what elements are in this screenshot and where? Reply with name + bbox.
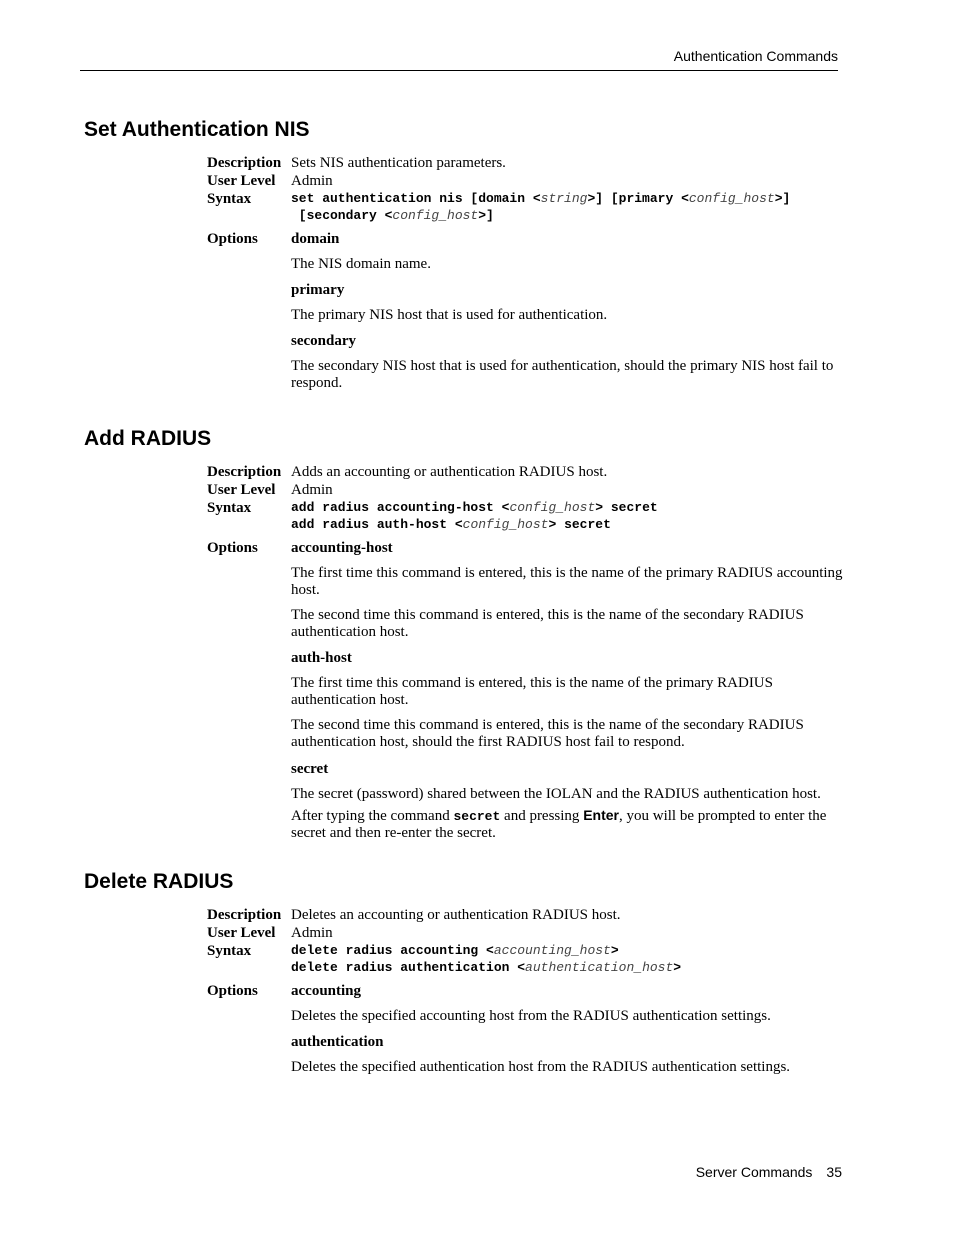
- option-name: domain: [291, 231, 340, 247]
- option-name: auth-host: [291, 650, 352, 666]
- user-level-row: [207, 924, 847, 942]
- description-value: Sets NIS authentication parameters.: [291, 155, 506, 171]
- syntax-text: >: [673, 960, 682, 975]
- running-header: [80, 48, 838, 71]
- option-name: accounting-host: [291, 540, 393, 556]
- description-value: Adds an accounting or authentication RADIUS host.: [291, 464, 608, 480]
- syntax-line: [291, 942, 681, 959]
- syntax-placeholder: accounting_host: [493, 943, 611, 958]
- syntax-placeholder: authentication_host: [525, 960, 674, 975]
- option-description: The second time this command is entered, this is the name of the secondary RADIUS authentication host, should the first RADIUS host fail to respond.: [291, 717, 804, 750]
- option-description: The first time this command is entered, this is the name of the primary RADIUS authentication host.: [291, 675, 773, 708]
- syntax-line: [291, 959, 681, 976]
- syntax-value: [291, 499, 658, 533]
- page-footer: [696, 1164, 842, 1180]
- user-level-label: User Level: [207, 173, 276, 189]
- user-level-row: [207, 481, 847, 499]
- syntax-value: [291, 190, 790, 224]
- desc-text: , you will be prompted to enter the secret and then re-enter the secret.: [291, 808, 827, 841]
- options-label: Options: [207, 983, 258, 999]
- syntax-line: [291, 207, 790, 224]
- options-label: Options: [207, 540, 258, 556]
- syntax-text: delete radius authentication <: [291, 960, 526, 975]
- option-name: secret: [291, 761, 329, 777]
- syntax-line: [291, 499, 658, 516]
- syntax-row: [207, 499, 847, 533]
- option-description: Deletes the specified authentication host from the RADIUS authentication settings.: [291, 1059, 791, 1075]
- description-row: [207, 154, 847, 172]
- syntax-label: Syntax: [207, 943, 252, 959]
- syntax-text: > secret: [548, 517, 611, 532]
- syntax-value: [291, 942, 681, 976]
- options-list: [291, 248, 847, 392]
- option-description: The secondary NIS host that is used for authentication, should the primary NIS host fail to respond.: [291, 358, 834, 391]
- user-level-row: [207, 172, 847, 190]
- description-label: Description: [207, 907, 282, 923]
- options-label: Options: [207, 231, 258, 247]
- syntax-line: [291, 190, 790, 207]
- syntax-row: [207, 942, 847, 976]
- option-name: primary: [291, 282, 345, 298]
- option-description: The secret (password) shared between the IOLAN and the RADIUS authentication host.: [291, 786, 821, 802]
- option-description: [291, 807, 847, 842]
- syntax-text: >] [primary <: [587, 191, 689, 206]
- syntax-text: >]: [774, 191, 791, 206]
- syntax-line: [291, 516, 658, 533]
- syntax-text: >]: [478, 208, 494, 223]
- section-title-delete-radius: Delete RADIUS: [84, 870, 234, 893]
- desc-text: and pressing: [500, 808, 584, 824]
- option-description: The primary NIS host that is used for authentication.: [291, 307, 608, 323]
- syntax-text: add radius accounting-host <: [291, 500, 510, 515]
- option-name: authentication: [291, 1034, 384, 1050]
- options-row: [207, 539, 847, 557]
- description-row: [207, 906, 847, 924]
- option-description: The second time this command is entered, this is the name of the secondary RADIUS authentication host.: [291, 607, 804, 640]
- options-list: [291, 1000, 847, 1076]
- syntax-placeholder: config_host: [509, 500, 596, 515]
- user-level-label: User Level: [207, 482, 276, 498]
- footer-chapter: Server Commands: [695, 1164, 813, 1180]
- syntax-text: delete radius accounting <: [291, 943, 494, 958]
- section-title-add-radius: Add RADIUS: [84, 427, 212, 450]
- section-body-set-authentication-nis: [207, 154, 847, 392]
- syntax-text: [secondary <: [291, 208, 393, 223]
- syntax-placeholder: config_host: [688, 191, 775, 206]
- user-level-label: User Level: [207, 925, 276, 941]
- section-title-set-authentication-nis: Set Authentication NIS: [84, 118, 310, 141]
- desc-text: After typing the command: [291, 808, 454, 824]
- syntax-placeholder: config_host: [392, 208, 479, 223]
- syntax-row: [207, 190, 847, 224]
- section-body-add-radius: [207, 463, 847, 842]
- option-name: accounting: [291, 983, 362, 999]
- user-level-value: Admin: [291, 925, 333, 941]
- options-row: [207, 230, 847, 248]
- option-description: The first time this command is entered, this is the name of the primary RADIUS accounting host.: [291, 565, 843, 598]
- description-value: Deletes an accounting or authentication RADIUS host.: [291, 907, 621, 923]
- options-list: [291, 557, 847, 842]
- syntax-text: add radius auth-host <: [291, 517, 463, 532]
- option-description: The NIS domain name.: [291, 256, 431, 272]
- syntax-placeholder: string: [540, 191, 588, 206]
- options-row: [207, 982, 847, 1000]
- syntax-text: >: [610, 943, 619, 958]
- description-row: [207, 463, 847, 481]
- description-label: Description: [207, 155, 282, 171]
- running-header-title: Authentication Commands: [673, 48, 838, 64]
- syntax-label: Syntax: [207, 191, 252, 207]
- user-level-value: Admin: [291, 173, 333, 189]
- option-name: secondary: [291, 333, 356, 349]
- syntax-label: Syntax: [207, 500, 252, 516]
- user-level-value: Admin: [291, 482, 333, 498]
- option-description: Deletes the specified accounting host from the RADIUS authentication settings.: [291, 1008, 771, 1024]
- inline-key: Enter: [583, 807, 619, 823]
- section-body-delete-radius: [207, 906, 847, 1076]
- page-number: 35: [826, 1164, 842, 1180]
- syntax-placeholder: config_host: [462, 517, 549, 532]
- syntax-text: set authentication nis [domain <: [291, 191, 541, 206]
- syntax-text: > secret: [595, 500, 658, 515]
- inline-command: secret: [453, 809, 501, 824]
- description-label: Description: [207, 464, 282, 480]
